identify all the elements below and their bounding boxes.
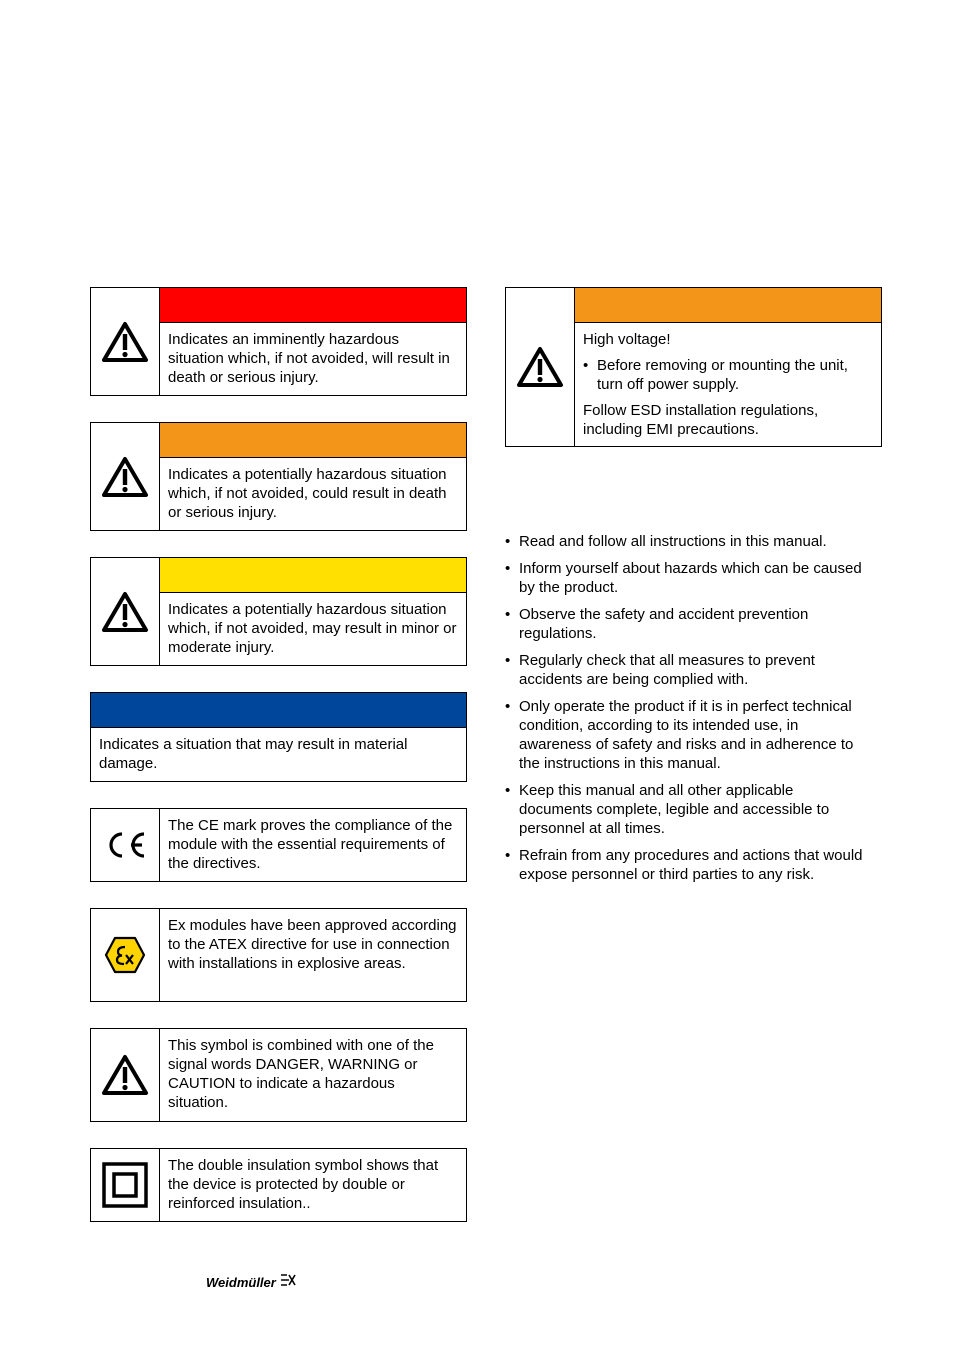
- double-insulation-icon: [102, 1162, 148, 1208]
- notice-color-band: [91, 693, 466, 728]
- caution-icon-cell: [91, 558, 160, 665]
- weidmuller-logo-icon: [280, 1273, 296, 1292]
- high-voltage-icon-cell: [506, 288, 575, 446]
- warning-triangle-icon: [101, 321, 149, 363]
- caution-description: Indicates a potentially hazardous situation which, if not avoided, may result in minor or moderate injury.: [168, 601, 457, 656]
- symbol-description: This symbol is combined with one of the signal words DANGER, WARNING or CAUTION to indicate a hazardous situation.: [168, 1037, 434, 1111]
- list-item: • Only operate the product if it is in perfect technical condition, according to its intended use, in awareness of safety and risks and in adherence to the instructions in this manual.: [505, 697, 865, 773]
- warning-icon-cell: [91, 423, 160, 530]
- warning-symbol-box: [90, 1028, 467, 1122]
- list-item: • Observe the safety and accident prevention regulations.: [505, 605, 865, 643]
- notice-description: Indicates a situation that may result in material damage.: [99, 736, 408, 772]
- warning-triangle-icon: [101, 591, 149, 633]
- caution-notice-box: [90, 557, 467, 666]
- list-item: • Inform yourself about hazards which can be caused by the product.: [505, 559, 865, 597]
- warning-triangle-icon: [101, 456, 149, 498]
- ex-description: Ex modules have been approved according to the ATEX directive for use in connection with installations in explosive areas.: [168, 917, 457, 972]
- warning-notice-box: [90, 422, 467, 531]
- double-insulation-icon-cell: [91, 1149, 160, 1221]
- double-insulation-description: The double insulation symbol shows that the device is protected by double or reinforced insulation..: [168, 1157, 439, 1212]
- symbol-icon-cell: [91, 1029, 160, 1121]
- ex-mark-box: [90, 908, 467, 1002]
- high-voltage-note: Follow ESD installation regulations, including EMI precautions.: [583, 402, 819, 438]
- danger-description: Indicates an imminently hazardous situation which, if not avoided, will result in death or serious injury.: [168, 331, 450, 386]
- ce-icon-cell: [91, 809, 160, 881]
- logo-text: Weidmüller: [206, 1275, 276, 1290]
- ce-description: The CE mark proves the compliance of the module with the essential requirements of the directives.: [168, 817, 453, 872]
- ce-mark-icon: [103, 830, 147, 860]
- warning-triangle-icon: [516, 346, 564, 388]
- safety-instructions-list: [505, 532, 865, 892]
- list-item: • Regularly check that all measures to prevent accidents are being complied with.: [505, 651, 865, 689]
- ex-icon-cell: [91, 909, 160, 1001]
- list-item: • Refrain from any procedures and actions that would expose personnel or third parties to any risk.: [505, 846, 865, 884]
- danger-color-band: [160, 288, 466, 323]
- high-voltage-color-band: [575, 288, 881, 323]
- warning-color-band: [160, 423, 466, 458]
- warning-triangle-icon: [101, 1054, 149, 1096]
- high-voltage-list: [583, 356, 873, 394]
- danger-notice-box: [90, 287, 467, 396]
- list-item: • Before removing or mounting the unit, turn off power supply.: [583, 356, 873, 394]
- list-item: • Read and follow all instructions in this manual.: [505, 532, 865, 551]
- high-voltage-title: High voltage!: [583, 331, 671, 348]
- double-insulation-box: [90, 1148, 467, 1222]
- caution-color-band: [160, 558, 466, 593]
- ex-mark-icon: [104, 936, 146, 974]
- warning-description: Indicates a potentially hazardous situation which, if not avoided, could result in death or serious injury.: [168, 466, 447, 521]
- ce-mark-box: [90, 808, 467, 882]
- footer-logo: [206, 1273, 296, 1292]
- high-voltage-box: [505, 287, 882, 447]
- danger-icon-cell: [91, 288, 160, 395]
- high-voltage-content: [575, 323, 881, 447]
- list-item: • Keep this manual and all other applicable documents complete, legible and accessible to personnel at all times.: [505, 781, 865, 838]
- notice-box: [90, 692, 467, 782]
